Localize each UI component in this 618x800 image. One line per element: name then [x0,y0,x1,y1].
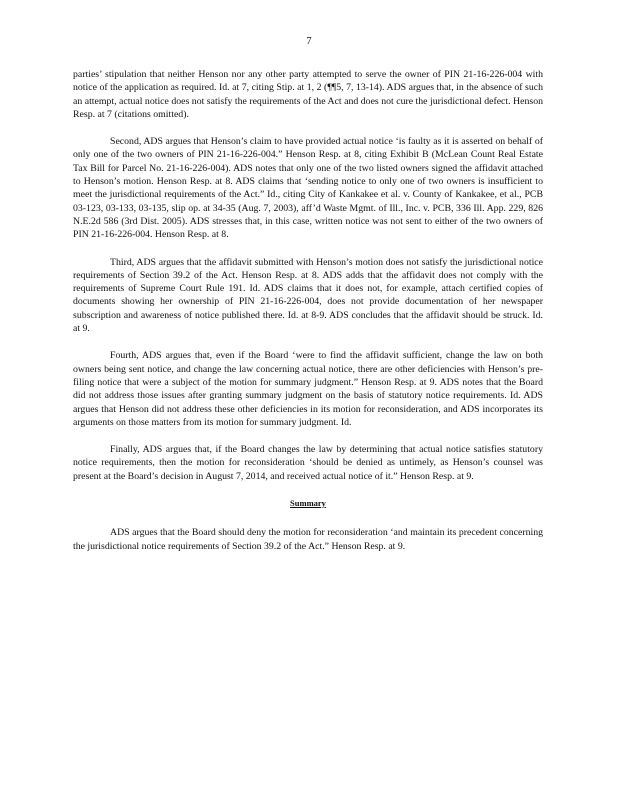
paragraph-final-argument: Finally, ADS argues that, if the Board changes the law by determining that actual notice satisfies statutory notice requirements, then the motion for reconsideration ‘should be denied as untimely, as Henson’s counsel was present at the Board’s decision in August 7, 2014, and received actual notice of it.” Henson Resp. at 9. [73,444,543,482]
paragraph-fourth-argument: Fourth, ADS argues that, even if the Board ‘were to find the affidavit sufficient, change the law on both owners being sent notice, and change the law concerning actual notice, there are other deficiencies with Henson’s pre-filing notice that were a subject of the motion for summary judgment.” Henson Resp. at 9. ADS notes that the Board did not address those issues after granting summary judgment on the basis of statutory notice requirements. Id. ADS argues that Henson did not address these other deficiencies in its motion for reconsideration, and ADS incorporates its arguments on those matters from its motion for summary judgment. Id. [73,350,543,428]
paragraph-summary: ADS argues that the Board should deny the motion for reconsideration ‘and maintain its precedent concerning the jurisdictional notice requirements of Section 39.2 of the Act.” Henson Resp. at 9. [73,527,543,552]
paragraph-continuation: parties’ stipulation that neither Henson nor any other party attempted to serve the owner of PIN 21-16-226-004 with notice of the application as required. Id. at 7, citing Stip. at 1, 2 (¶¶5, 7, 13-14). ADS argues that, in the absence of such an attempt, actual notice does not satisfy the requirements of the Act and does not cure the jurisdictional defect. Henson Resp. at 7 (citations omitted). [73,69,543,120]
paragraph-third-argument: Third, ADS argues that the affidavit submitted with Henson’s motion does not satisfy the jurisdictional notice requirements of Section 39.2 of the Act. Henson Resp. at 8. ADS adds that the affidavit does not comply with the requirements of Supreme Court Rule 191. Id. ADS claims that it does not, for example, attach certified copies of documents showing her ownership of PIN 21-16-226-004, does not provide documentation of her newspaper subscription and awareness of notice published there. Id. at 8-9. ADS concludes that the affidavit should be struck. Id. at 9. [73,256,543,335]
page-number: 7 [306,36,312,47]
summary-heading: Summary [290,498,326,509]
paragraph-second-argument: Second, ADS argues that Henson’s claim to have provided actual notice ‘is faulty as it is asserted on behalf of only one of the two owners of PIN 21-16-226-004.” Henson Resp. at 8, citing Exhibit B (McLean Count Real Estate Tax Bill for Parcel No. 21-16-226-004). ADS notes that only one of the two listed owners signed the affidavit attached to Henson’s motion. Henson Resp. at 8. ADS claims that ‘sending notice to only one of two owners is insufficient to meet the jurisdictional requirements of the Act.” Id., citing City of Kankakee et al. v. County of Kankakee, et al., PCB 03-123, 03-133, 03-135, slip op. at 34-35 (Aug. 7, 2003), aff’d Waste Mgmt. of Ill., Inc. v. PCB, 336 Ill. App. 229, 826 N.E.2d 586 (3rd Dist. 2005). ADS stresses that, in this case, written notice was not sent to either of the two owners of PIN 21-16-226-004. Henson Resp. at 8. [73,136,543,241]
document-body [73,68,543,567]
